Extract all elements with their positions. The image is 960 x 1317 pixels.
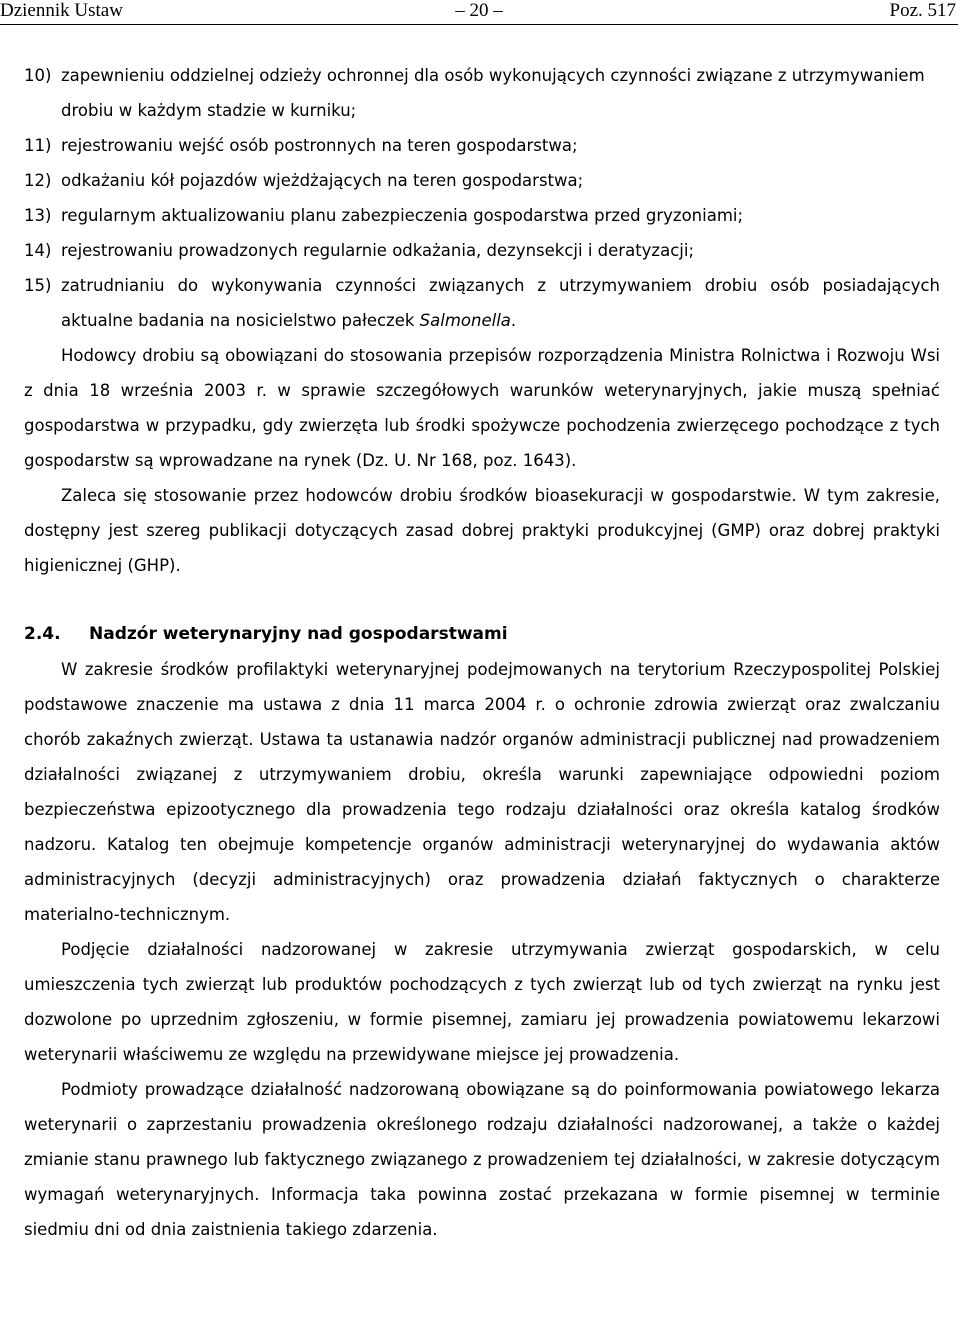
paragraph: Zaleca się stosowanie przez hodowców drobiu środków bioasekuracji w gospodarstwie. W tym zakresie, dostępny jest szereg publikacji dotyczących zasad dobrej praktyki produkcyjnej (GMP) oraz dobrej praktyki higienicznej (GHP). (24, 486, 940, 575)
list-item-text: regularnym aktualizowaniu planu zabezpieczenia gospodarstwa przed gryzoniami; (61, 206, 744, 225)
document-body (24, 58, 940, 1247)
list-item (24, 128, 940, 163)
position-number: Poz. 517 (889, 0, 956, 21)
list-item-number: 15) (24, 276, 52, 295)
list-item (24, 233, 940, 268)
list-item-text (61, 268, 940, 338)
section-number: 2.4. (24, 624, 61, 644)
page-number: – 20 – (455, 0, 503, 21)
list-item (24, 163, 940, 198)
list-item-number: 13) (24, 206, 52, 225)
paragraph: Podjęcie działalności nadzorowanej w zakresie utrzymywania zwierząt gospodarskich, w celu umieszczenia tych zwierząt lub produktów pochodzących z tych zwierząt lub od tych zwierząt na rynku jest dozwolone po uprzednim zgłoszeniu, w formie pisemnej, zamiaru jej prowadzenia powiatowemu lekarzowi weterynarii właściwemu ze względu na przewidywane miejsce jej prowadzenia. (24, 940, 940, 1064)
paragraph: W zakresie środków profilaktyki weterynaryjnej podejmowanych na terytorium Rzeczypospolitej Polskiej podstawowe znaczenie ma ustawa z dnia 11 marca 2004 r. o ochronie zdrowia zwierząt oraz zwalczaniu chorób zakaźnych zwierząt. Ustawa ta ustanawia nadzór organów administracji publicznej nad prowadzeniem działalności związanej z utrzymywaniem drobiu, określa warunki zapewniające odpowiedni poziom bezpieczeństwa epizootycznego dla prowadzenia tego rodzaju działalności oraz określa katalog środków nadzoru. Katalog ten obejmuje kompetencje organów administracji weterynaryjnej do wydawania aktów administracyjnych (decyzji administracyjnych) oraz prowadzenia działań faktycznych o charakterze materialno-technicznym. (24, 660, 940, 924)
list-item-text: odkażaniu kół pojazdów wjeżdżających na teren gospodarstwa; (61, 171, 584, 190)
list-item (24, 268, 940, 338)
list-item-text: rejestrowaniu prowadzonych regularnie odkażania, dezynsekcji i deratyzacji; (61, 241, 695, 260)
list-item-text-end: . (510, 311, 517, 330)
list-item (24, 198, 940, 233)
list-item-number: 10) (24, 66, 52, 85)
page-header (0, 0, 958, 25)
paragraph: Podmioty prowadzące działalność nadzorowaną obowiązane są do poinformowania powiatowego lekarza weterynarii o zaprzestaniu prowadzenia określonego rodzaju działalności nadzorowanej, a także o każdej zmianie stanu prawnego lub faktycznego związanego z prowadzeniem tej działalności, w zakresie dotyczącym wymagań weterynaryjnych. Informacja taka powinna zostać przekazana w formie pisemnej w terminie siedmiu dni od dnia zaistnienia takiego zdarzenia. (24, 1080, 940, 1239)
journal-title: Dziennik Ustaw (0, 0, 123, 21)
list-item-number: 11) (24, 136, 52, 155)
section-heading (24, 617, 940, 652)
section-title: Nadzór weterynaryjny nad gospodarstwami (89, 624, 508, 644)
paragraph: Hodowcy drobiu są obowiązani do stosowania przepisów rozporządzenia Ministra Rolnictwa i Rozwoju Wsi z dnia 18 września 2003 r. w sprawie szczegółowych warunków weterynaryjnych, jakie muszą spełniać gospodarstwa w przypadku, gdy zwierzęta lub środki spożywcze pochodzenia zwierzęcego pochodzące z tych gospodarstw są wprowadzane na rynek (Dz. U. Nr 168, poz. 1643). (24, 346, 940, 470)
list-item-text: rejestrowaniu wejść osób postronnych na teren gospodarstwa; (61, 136, 578, 155)
list-item (24, 58, 940, 128)
list-item-number: 14) (24, 241, 52, 260)
species-name: Salmonella (419, 311, 511, 330)
list-item-number: 12) (24, 171, 52, 190)
list-item-text-start: zatrudnianiu do wykonywania czynności związanych z utrzymywaniem drobiu osób posiadających aktualne badania na nosicielstwo pałeczek (61, 276, 940, 330)
list-item-text: zapewnieniu oddzielnej odzieży ochronnej dla osób wykonujących czynności związane z utrzymywaniem drobiu w każdym stadzie w kurniku; (61, 66, 925, 120)
